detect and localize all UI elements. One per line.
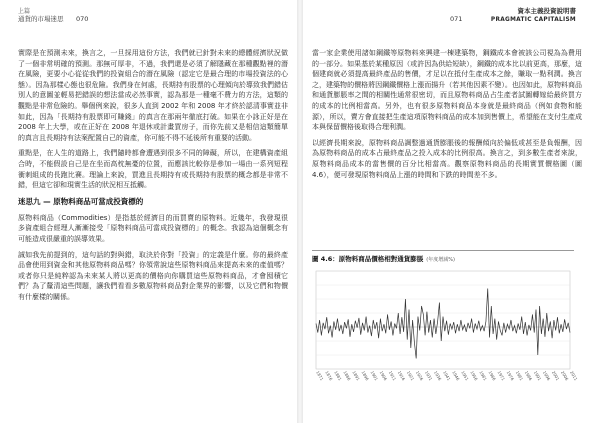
x-tick-label: 1881 xyxy=(333,370,343,382)
figure-title: 圖 4.6：原物料商品價格相對通貨膨脹 xyxy=(312,255,424,263)
x-tick-label: 1871 xyxy=(315,370,325,382)
paragraph: 原物料商品（Commodities）是指基於經濟目的而買賣的原物料。近幾年，我發現很多資產組合經理人漸漸接受「原物料商品可當成投資標的」的概念。我認為這個概念有可能造成很嚴重的誤導效果。 xyxy=(18,213,288,243)
x-tick-label: 1931 xyxy=(423,370,434,382)
right-page xyxy=(312,8,582,408)
x-tick-label: 1926 xyxy=(414,370,425,382)
page-number: 071 xyxy=(450,15,463,23)
figure-4-6 xyxy=(312,250,579,385)
x-tick-label: 1916 xyxy=(396,370,407,382)
x-tick-label: 1986 xyxy=(523,370,534,382)
paragraph: 實際是在預測未來，換言之，一旦採用這份方法，我們就已針對未來的總體經濟狀況做了一個非常明確的預測。那無可厚非，不過，我們還是必須了解隱藏在那種觀點裡的潛在風險，更要小心從從我們的投資組合的潛在風險（認定它是最合理的市場投資法的心態）。因為那樣心態也很危險。我們身在何處，長期持有股票的心理傾向於導致我們錯估別人的意圖並輕易把錯誤的想法當成必然事實，認為那是一種毫不費力的方法，這類的觀點是非常危險的。舉個例來說，很多人直到 2002 年和 2008 年才終於認清事實並非如此，因為「長期持有股票即可賺錢」的真言在那兩年徹底打破。如果在小詠正好是在 2008 年上大學，或在正好在 2008 年退休或計畫買房子，而你先前又是相信這類簡單的真言且長期持有法案配置自己的資產，你可能不得不延後所有重要的活動。 xyxy=(18,49,288,142)
x-tick-label: 2001 xyxy=(550,370,561,382)
line-chart xyxy=(312,265,579,385)
x-tick-label: 1911 xyxy=(387,370,398,382)
x-tick-label: 2006 xyxy=(560,370,570,382)
paragraph: 重點是，在人生的道路上，我們隨時都會遭遇到很多不同的障礙，所以，在建構資產組合時，不能假設自己是在坐而高枕無憂的位置，而應該比較你是參加一場由一系列短程衝刺組成的長跑比賽。理論上來說，買進且長期持有或長期持有股票的概念都是非常不錯，但這它卻和現實生活的狀況相互抵觸。 xyxy=(18,149,288,190)
right-page-body xyxy=(312,48,582,185)
section-heading: 迷思九 — 原物料商品可當成投資標的 xyxy=(18,196,144,206)
right-page-header xyxy=(312,8,582,34)
x-tick-label: 1921 xyxy=(405,370,416,382)
x-tick-label: 1896 xyxy=(360,370,370,382)
left-page xyxy=(18,8,288,408)
x-tick-label: 1981 xyxy=(514,370,525,382)
x-tick-label: 1941 xyxy=(442,370,452,382)
left-page-body xyxy=(18,48,288,307)
paragraph: 當一家企業使用諸如鋼鐵等原物料來興建一棟建築物，鋼鐵成本會被該公司視為為費用的一部分。如果基於某種原因（或許因為供給短缺），鋼鐵的成本比以前更高，那麼，這個建商就必須提高最終產品的售價，才足以在抵付生產成本之餘，賺取一點利潤。換言之，建築物的價格將因鋼鐵價格上漲而揚升（若其他因素不變）。也因如此，原物料商品和通貨膨脹率之間的相關性通常很密切，而且原物料商品占生產者試圖轉嫁給最終買方的成本的比例相當高。另外，也有很多原物料商品本身就是最終商品（例如食物和能源），所以，賣方會直接把生產這項原物料商品的成本加到售價上，希望能在支付生產成本與保留價格後取得合理利潤。 xyxy=(312,49,582,132)
x-tick-label: 1876 xyxy=(324,370,334,382)
section-label: 上篇 xyxy=(18,8,31,15)
x-tick-label: 1901 xyxy=(369,370,379,382)
x-tick-label: 1971 xyxy=(496,370,506,382)
x-tick-label: 1946 xyxy=(451,370,461,382)
figure-unit: (年度增減%) xyxy=(426,257,455,263)
x-tick-label: 1886 xyxy=(342,370,352,382)
running-title: 通貨的市場迷思 xyxy=(18,15,64,23)
paragraph: 以經濟長期來說，原物料商品調整過通貨膨脹後的報酬傾向於偏低或甚至是負報酬，因為原物料商品的成本占最終產品之投入成本的比例很高。換言之，到多數生產者來說，原物料商品成本的當售價的百分比相當高。觀察原物料商品的長期實質價格圖（圖 4.6），便可發現原物料商品上漲的時間和下跌的時間差不多。 xyxy=(312,138,582,179)
x-tick-label: 1906 xyxy=(378,370,389,382)
page-number: 070 xyxy=(76,15,89,23)
x-tick-label: 1961 xyxy=(478,370,488,382)
running-subtitle: PRAGMATIC CAPITALISM xyxy=(490,17,576,23)
x-tick-label: 1936 xyxy=(433,370,443,382)
x-tick-label: 1976 xyxy=(505,370,516,382)
x-tick-label: 1956 xyxy=(469,370,479,382)
left-page-header xyxy=(18,8,288,34)
chart-x-ticks xyxy=(315,370,579,382)
x-tick-label: 1966 xyxy=(487,370,497,382)
x-tick-label: 1951 xyxy=(460,370,470,382)
x-tick-label: 1891 xyxy=(351,370,361,382)
paragraph: 誠如我先前提到的，這句話的對與錯，取決於你對「投資」的定義是什麼。你的最終產品會使用到資金和其他原物料商品嗎？你領常說這些原物料商品來提高未來的產值嗎？或者你只是純粹認為未來某人將以更高的價格向你購買這些原物料商品，才會囤積它們？為了釐清這些問題，讓我們看看多數原物料商品對企業界的影響，以及它們和物價有什麼樣的關係。 xyxy=(18,250,288,301)
running-title: 資本主義投資說明書 xyxy=(517,7,576,15)
figure-caption xyxy=(312,250,574,263)
x-tick-label: 1996 xyxy=(541,370,552,382)
x-tick-label: 1991 xyxy=(532,370,543,382)
book-gutter xyxy=(297,0,303,423)
x-tick-label: 2011 xyxy=(569,370,579,382)
